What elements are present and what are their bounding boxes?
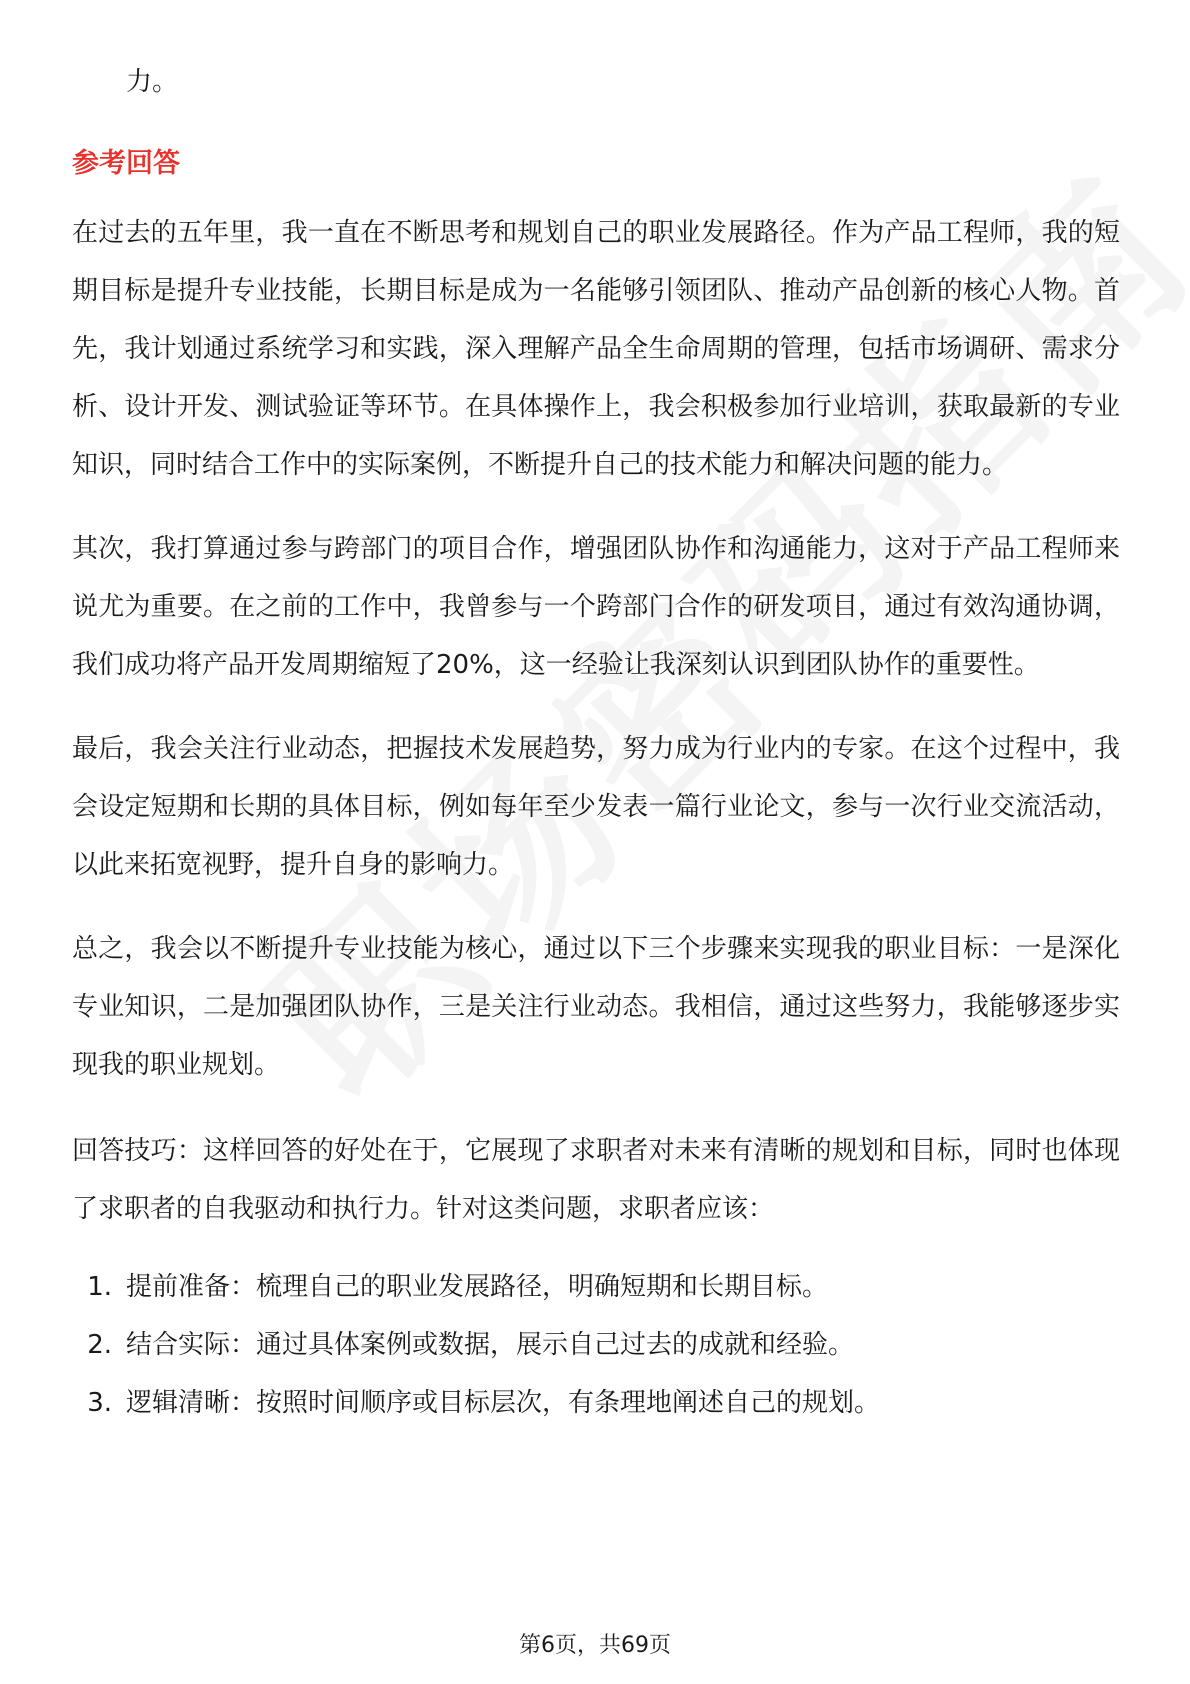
page-number: 第6页，共69页 bbox=[519, 1633, 671, 1658]
list-item-number: 1. bbox=[87, 1272, 112, 1302]
tips-list bbox=[72, 1258, 1120, 1432]
answer-tips: 回答技巧：这样回答的好处在于，它展现了求职者对未来有清晰的规划和目标，同时也体现了求职者的自我驱动和执行力。针对这类问题，求职者应该： bbox=[72, 1136, 1120, 1224]
list-item bbox=[72, 1374, 1120, 1432]
section-title: 参考回答 bbox=[72, 148, 180, 179]
answer-paragraph-2: 其次，我打算通过参与跨部门的项目合作，增强团队协作和沟通能力，这对于产品工程师来说尤为重要。在之前的工作中，我曾参与一个跨部门合作的研发项目，通过有效沟通协调，我们成功将产品开发周期缩短了20%，这一经验让我深刻认识到团队协作的重要性。 bbox=[72, 534, 1120, 680]
list-item bbox=[72, 1258, 1120, 1316]
answer-paragraph-3: 最后，我会关注行业动态，把握技术发展趋势，努力成为行业内的专家。在这个过程中，我会设定短期和长期的具体目标，例如每年至少发表一篇行业论文，参与一次行业交流活动，以此来拓宽视野，提升自身的影响力。 bbox=[72, 734, 1120, 880]
continuation-text: 力。 bbox=[126, 67, 179, 97]
list-item-text: 逻辑清晰：按照时间顺序或目标层次，有条理地阐述自己的规划。 bbox=[126, 1388, 881, 1418]
answer-paragraph-1: 在过去的五年里，我一直在不断思考和规划自己的职业发展路径。作为产品工程师，我的短期目标是提升专业技能，长期目标是成为一名能够引领团队、推动产品创新的核心人物。首先，我计划通过系统学习和实践，深入理解产品全生命周期的管理，包括市场调研、需求分析、设计开发、测试验证等环节。在具体操作上，我会积极参加行业培训，获取最新的专业知识，同时结合工作中的实际案例，不断提升自己的技术能力和解决问题的能力。 bbox=[72, 218, 1120, 480]
list-item-text: 提前准备：梳理自己的职业发展路径，明确短期和长期目标。 bbox=[126, 1272, 829, 1302]
list-item-number: 3. bbox=[87, 1388, 112, 1418]
answer-paragraph-4: 总之，我会以不断提升专业技能为核心，通过以下三个步骤来实现我的职业目标：一是深化专业知识，二是加强团队协作，三是关注行业动态。我相信，通过这些努力，我能够逐步实现我的职业规划。 bbox=[72, 934, 1120, 1080]
list-item bbox=[72, 1316, 1120, 1374]
list-item-text: 结合实际：通过具体案例或数据，展示自己过去的成就和经验。 bbox=[126, 1330, 855, 1360]
page-content bbox=[72, 62, 1120, 1432]
list-item-number: 2. bbox=[87, 1330, 112, 1360]
